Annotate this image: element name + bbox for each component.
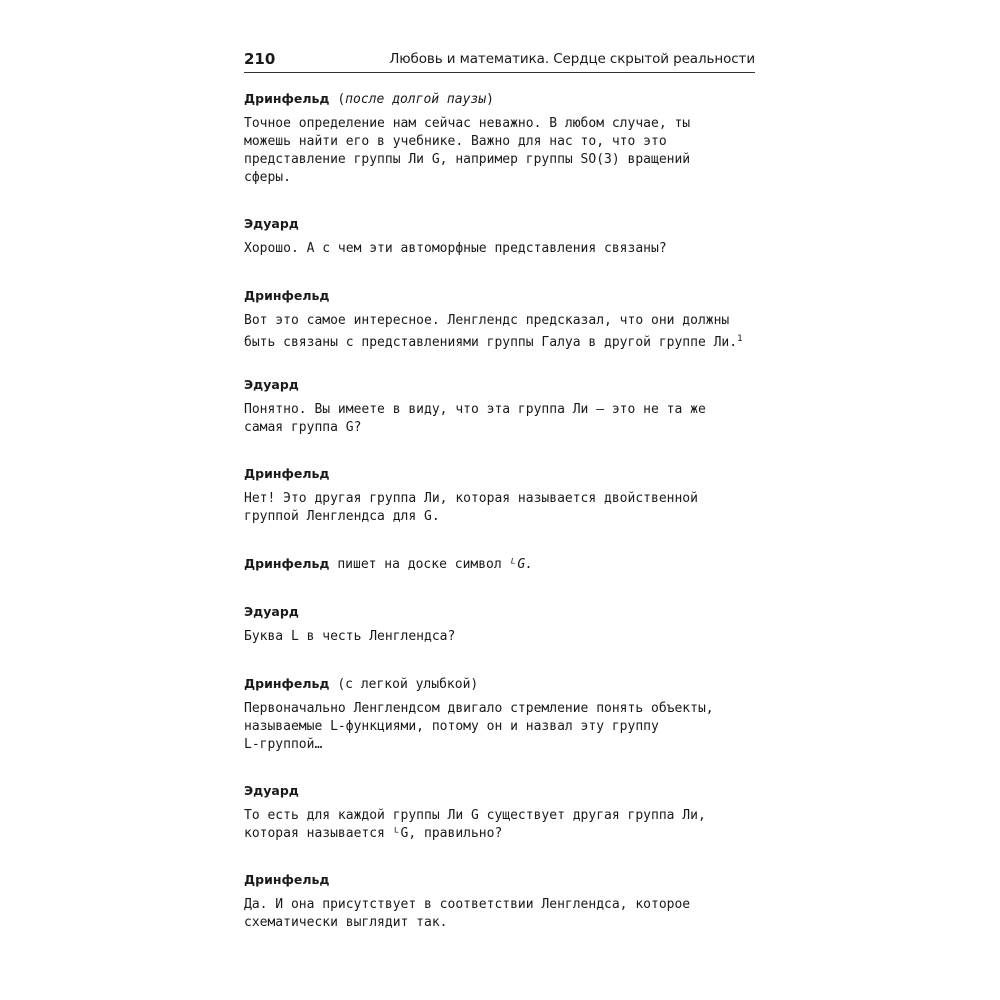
- speaker-name: Дринфельд: [244, 872, 330, 887]
- langlands-dual-symbol: ᴸG.: [509, 557, 534, 572]
- speech-line: сферы.: [244, 170, 291, 185]
- speech-text: [244, 490, 756, 526]
- dialogue-block: [244, 465, 756, 526]
- dialogue-block: [244, 215, 756, 258]
- speech-line: Хорошо. А с чем эти автоморфные представления связаны?: [244, 241, 667, 256]
- speech-text: [244, 896, 756, 932]
- speaker-name: Дринфельд: [244, 556, 330, 571]
- speech-text: [244, 115, 756, 187]
- dialogue-block: [244, 675, 756, 754]
- speech-line: представление группы Ли G, например группы SO(3) вращений: [244, 152, 691, 167]
- footnote-marker: 1: [737, 334, 743, 344]
- speaker-name: Дринфельд: [244, 676, 330, 691]
- speech-line: называемые L-функциями, потому он и назвал эту группу: [244, 719, 659, 734]
- running-title: Любовь и математика. Сердце скрытой реальности: [389, 51, 755, 67]
- speech-text: [244, 401, 756, 437]
- speech-line: которая называется ᴸG, правильно?: [244, 826, 503, 841]
- speech-text: [244, 700, 756, 754]
- speaker-name: Эдуард: [244, 604, 299, 619]
- dialogue-block: [244, 782, 756, 843]
- speech-line: схематически выглядит так.: [244, 915, 448, 930]
- speech-line: То есть для каждой группы Ли G существует другая группа Ли,: [244, 808, 706, 823]
- speech-line: [244, 330, 756, 352]
- speech-line: Да. И она присутствует в соответствии Ленглендса, которое: [244, 897, 691, 912]
- dialogue-block: [244, 871, 756, 932]
- speaker-name: Дринфельд: [244, 466, 330, 481]
- stage-direction: [244, 555, 756, 574]
- speech-line: Нет! Это другая группа Ли, которая называется двойственной: [244, 491, 698, 506]
- speaker-name: Дринфельд: [244, 288, 330, 303]
- speaker-name: Эдуард: [244, 783, 299, 798]
- speech-line: L-группой…: [244, 737, 323, 752]
- speech-line: Первоначально Ленглендсом двигало стремление понять объекты,: [244, 701, 714, 716]
- speech-line: Точное определение нам сейчас неважно. В любом случае, ты: [244, 116, 691, 131]
- speech-line: самая группа G?: [244, 420, 362, 435]
- stage-note: (с легкой улыбкой): [337, 677, 479, 692]
- speech-line: Понятно. Вы имеете в виду, что эта группа Ли — это не та же: [244, 402, 706, 417]
- speech-text: [244, 628, 756, 646]
- speech-line: можешь найти его в учебнике. Важно для нас то, что это: [244, 134, 667, 149]
- stage-note: после долгой паузы: [345, 92, 487, 107]
- book-page: [244, 0, 756, 1000]
- dialogue-block: [244, 603, 756, 646]
- dialogue-block: [244, 376, 756, 437]
- speaker-name: Эдуард: [244, 377, 299, 392]
- action-text: пишет на доске символ: [337, 557, 502, 572]
- speech-text: [244, 807, 756, 843]
- speech-line: группой Ленглендса для G.: [244, 509, 440, 524]
- dialogue-block: Дринфельд (после долгой паузы) Точное определение нам сейчас неважно. В любом случае, ты можешь найти его в учебнике. Важно для нас то, что это представление группы Ли G, например группы SO(3) вращений сферы.: [244, 90, 756, 187]
- speech-line: Вот это самое интересное. Ленглендс предсказал, что они должны: [244, 313, 730, 328]
- speaker-name: Эдуард: [244, 216, 299, 231]
- speech-line-text: быть связаны с представлениями группы Галуа в другой группе Ли.: [244, 335, 738, 350]
- dialogue-block: [244, 287, 756, 352]
- speech-line: Буква L в честь Ленглендса?: [244, 629, 456, 644]
- speaker-name: Дринфельд: [244, 91, 330, 106]
- page-header: [244, 48, 755, 73]
- speech-text: [244, 240, 756, 258]
- speech-text: [244, 312, 756, 352]
- page-number: 210: [244, 50, 276, 68]
